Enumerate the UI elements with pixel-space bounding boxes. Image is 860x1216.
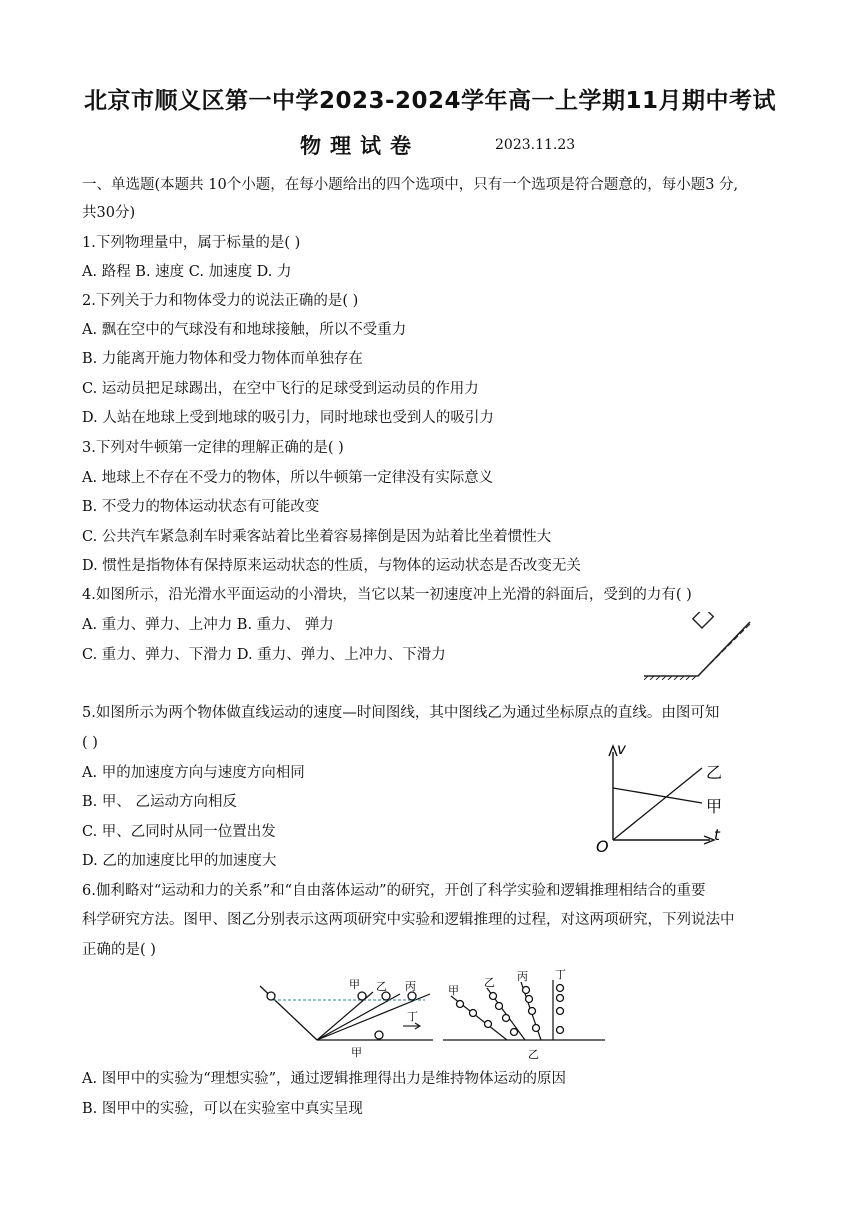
section-heading-cont: 共30分) xyxy=(82,205,136,221)
velocity-time-graph xyxy=(590,740,730,855)
question-3-stem: 3.下列对牛顿第一定律的理解正确的是( ) xyxy=(82,440,344,456)
figure-yi-label-4: 丁 xyxy=(555,968,566,981)
question-6-stem: 6.伽利略对“运动和力的关系”和“自由落体运动”的研究，开创了科学实验和逻辑推理相结合的重要 xyxy=(82,883,706,899)
question-6-option-b: B. 图甲中的实验，可以在实验室中真实呈现 xyxy=(82,1101,363,1117)
t-axis-label: t xyxy=(714,826,720,844)
line-jia-label: 甲 xyxy=(706,797,723,816)
figure-jia-label-4: 丁 xyxy=(407,1010,418,1023)
exam-date: 2023.11.23 xyxy=(495,137,576,153)
exam-title: 北京市顺义区第一中学2023-2024学年高一上学期11月期中考试 xyxy=(83,88,777,114)
incline-figure xyxy=(640,612,752,680)
exam-subtitle: 物理试卷 xyxy=(300,134,420,158)
question-5-option-d: D. 乙的加速度比甲的加速度大 xyxy=(82,853,277,869)
line-jia xyxy=(613,788,702,803)
question-5-option-b: B. 甲、 乙运动方向相反 xyxy=(82,794,237,810)
question-2-option-c: C. 运动员把足球踢出，在空中飞行的足球受到运动员的作用力 xyxy=(82,381,479,397)
question-6-stem-cont-2: 正确的是( ) xyxy=(82,942,156,958)
figure-jia-label-1: 甲 xyxy=(349,978,360,991)
figure-yi-label-2: 乙 xyxy=(484,976,495,989)
question-2-option-b: B. 力能离开施力物体和受力物体而单独存在 xyxy=(82,351,363,367)
question-3-option-a: A. 地球上不存在不受力的物体，所以牛顿第一定律没有实际意义 xyxy=(82,470,494,486)
section-heading: 一、单选题(本题共 10个小题，在每小题给出的四个选项中，只有一个选项是符合题意的，每小题3 分, xyxy=(82,177,739,193)
slider-block xyxy=(693,612,723,628)
question-3-option-b: B. 不受力的物体运动状态有可能改变 xyxy=(82,499,320,515)
question-2-option-a: A. 飘在空中的气球没有和地球接触，所以不受重力 xyxy=(82,322,407,338)
question-1-options: A. 路程 B. 速度 C. 加速度 D. 力 xyxy=(82,264,292,280)
figure-jia-label-3: 丙 xyxy=(405,980,416,993)
question-2-stem: 2.下列关于力和物体受力的说法正确的是( ) xyxy=(82,293,359,309)
figure-jia-label-2: 乙 xyxy=(376,980,387,993)
galileo-figures xyxy=(255,968,615,1066)
question-3-option-c: C. 公共汽车紧急刹车时乘客站着比坐着容易摔倒是因为站着比坐着惯性大 xyxy=(82,529,552,545)
incline-hatching xyxy=(644,624,750,680)
line-yi-label: 乙 xyxy=(706,763,723,782)
question-2-option-d: D. 人站在地球上受到地球的吸引力，同时地球也受到人的吸引力 xyxy=(82,410,494,426)
figure-jia-caption: 甲 xyxy=(351,1046,362,1059)
question-5-stem-cont: ( ) xyxy=(82,735,98,751)
figure-yi xyxy=(443,968,605,1061)
question-4-options-row2: C. 重力、弹力、下滑力 D. 重力、弹力、上冲力、下滑力 xyxy=(82,647,446,663)
figure-jia xyxy=(260,978,433,1059)
question-1-stem: 1.下列物理量中，属于标量的是( ) xyxy=(82,235,301,251)
figure-yi-label-1: 甲 xyxy=(448,984,459,997)
question-4-stem: 4.如图所示，沿光滑水平面运动的小滑块，当它以某一初速度冲上光滑的斜面后，受到的力有( ) xyxy=(82,587,692,603)
question-4-options-row1: A. 重力、弹力、上冲力 B. 重力、 弹力 xyxy=(82,617,334,633)
question-6-option-a: A. 图甲中的实验为“理想实验”，通过逻辑推理得出力是维持物体运动的原因 xyxy=(82,1071,567,1087)
line-yi xyxy=(613,768,702,840)
question-5-option-a: A. 甲的加速度方向与速度方向相同 xyxy=(82,765,305,781)
question-6-stem-cont: 科学研究方法。图甲、图乙分别表示这两项研究中实验和逻辑推理的过程，对这两项研究，下列说法中 xyxy=(82,912,735,928)
v-axis-label: v xyxy=(617,740,626,758)
figure-yi-caption: 乙 xyxy=(528,1048,539,1061)
question-3-option-d: D. 惯性是指物体有保持原来运动状态的性质，与物体的运动状态是否改变无关 xyxy=(82,558,581,574)
incline-surface xyxy=(644,622,750,676)
origin-label: O xyxy=(596,837,609,855)
question-5-option-c: C. 甲、乙同时从同一位置出发 xyxy=(82,824,276,840)
question-5-stem: 5.如图所示为两个物体做直线运动的速度—时间图线，其中图线乙为通过坐标原点的直线。由图可知 xyxy=(82,705,720,721)
figure-yi-label-3: 丙 xyxy=(517,970,528,983)
